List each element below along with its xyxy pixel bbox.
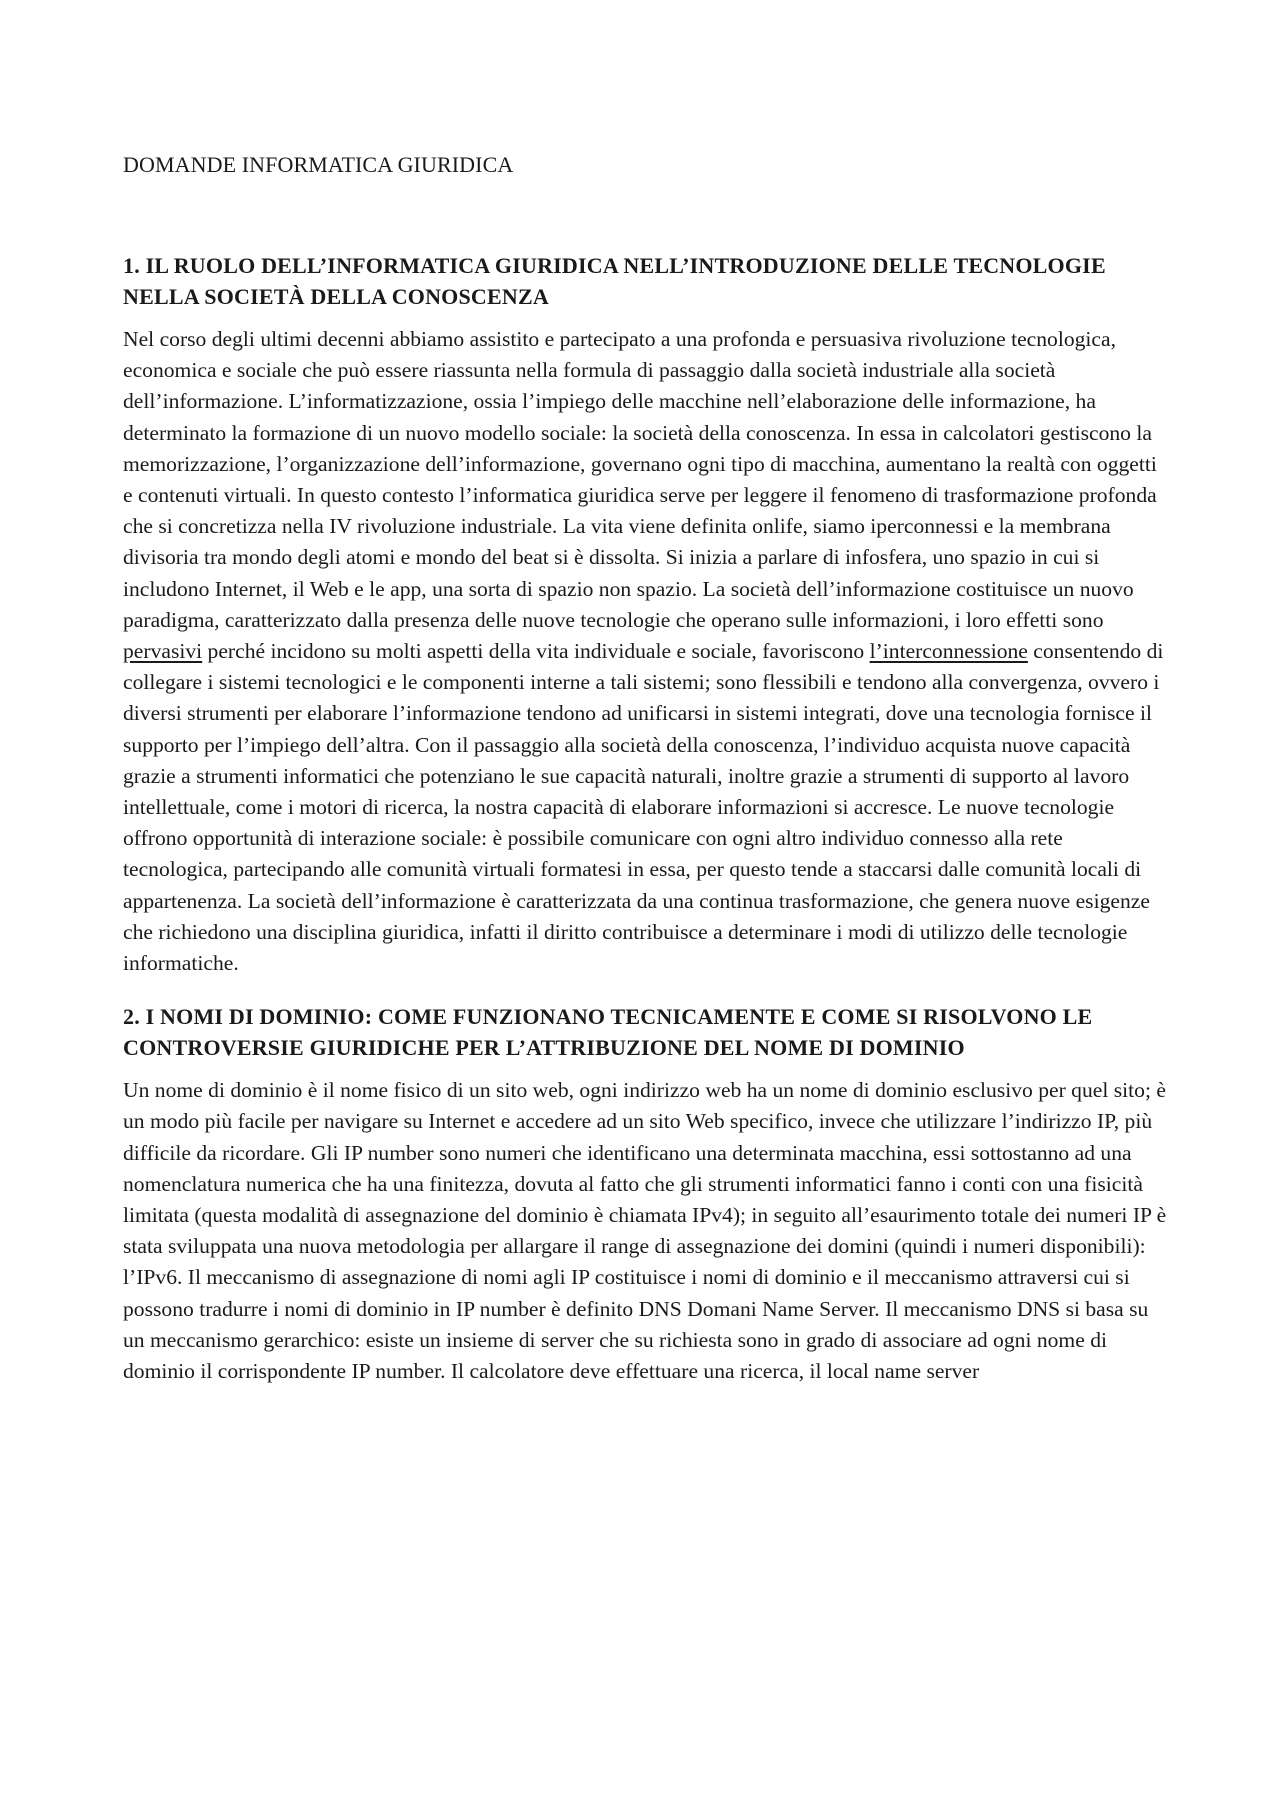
paragraph-text: perché incidono su molti aspetti della vita individuale e sociale, favoriscono bbox=[202, 639, 870, 664]
section-1-paragraph bbox=[123, 324, 1168, 979]
section-2 bbox=[123, 1001, 1168, 1387]
section-1-heading: 1. IL RUOLO DELL’INFORMATICA GIURIDICA NELL’INTRODUZIONE DELLE TECNOLOGIE NELLA SOCIETÀ DELLA CONOSCENZA bbox=[123, 253, 1106, 309]
document-page bbox=[123, 150, 1168, 1409]
underlined-term-pervasivi: pervasivi bbox=[123, 639, 203, 664]
section-1 bbox=[123, 250, 1168, 979]
document-title: DOMANDE INFORMATICA GIURIDICA bbox=[123, 152, 514, 177]
paragraph-text: Nel corso degli ultimi decenni abbiamo assistito e partecipato a una profonda e persuasiva rivoluzione tecnologica, economica e sociale che può essere riassunta nella formula di passaggio dalla società industriale alla società dell’informazione. L’informatizzazione, ossia l’impiego delle macchine nell’elaborazione delle informazione, ha determinato la formazione di un nuovo modello sociale: la società della conoscenza. In essa in calcolatori gestiscono la memorizzazione, l’organizzazione dell’informazione, governano ogni tipo di macchina, aumentano la realtà con oggetti e contenuti virtuali. In questo contesto l’informatica giuridica serve per leggere il fenomeno di trasformazione profonda che si concretizza nella IV rivoluzione industriale. La vita viene definita onlife, siamo iperconnessi e la membrana divisoria tra mondo degli atomi e mondo del beat si è dissolta. Si inizia a parlare di infosfera, uno spazio in cui si includono Internet, il Web e le app, una sorta di spazio non spazio. La società dell’informazione costituisce un nuovo paradigma, caratterizzato dalla presenza delle nuove tecnologie che operano sulle informazioni, i loro effetti sono bbox=[123, 327, 1157, 632]
paragraph-text: consentendo di collegare i sistemi tecnologici e le componenti interne a tali sistemi; sono flessibili e tendono alla convergenza, ovvero i diversi strumenti per elaborare l’informazione tendono ad unificarsi in sistemi integrati, dove una tecnologia fornisce il supporto per l’impiego dell’altra. Con il passaggio alla società della conoscenza, l’individuo acquista nuove capacità grazie a strumenti informatici che potenziano le sue capacità naturali, inoltre grazie a strumenti di supporto al lavoro intellettuale, come i motori di ricerca, la nostra capacità di elaborare informazioni si accresce. Le nuove tecnologie offrono opportunità di interazione sociale: è possibile comunicare con ogni altro individuo connesso alla rete tecnologica, partecipando alle comunità virtuali formatesi in essa, per questo tende a staccarsi dalle comunità locali di appartenenza. La società dell’informazione è caratterizzata da una continua trasformazione, che genera nuove esigenze che richiedono una disciplina giuridica, infatti il diritto contribuisce a determinare i modi di utilizzo delle tecnologie informatiche. bbox=[123, 639, 1164, 976]
section-2-heading: 2. I NOMI DI DOMINIO: COME FUNZIONANO TECNICAMENTE E COME SI RISOLVONO LE CONTROVERSIE GIURIDICHE PER L’ATTRIBUZIONE DEL NOME DI DOMINIO bbox=[123, 1004, 1093, 1061]
section-2-paragraph: Un nome di dominio è il nome fisico di un sito web, ogni indirizzo web ha un nome di dominio esclusivo per quel sito; è un modo più facile per navigare su Internet e accedere ad un sito Web specifico, invece che utilizzare l’indirizzo IP, più difficile da ricordare. Gli IP number sono numeri che identificano una determinata macchina, essi sottostanno ad una nomenclatura numerica che ha una finitezza, dovuta al fatto che gli strumenti informatici fanno i conti con una fisicità limitata (questa modalità di assegnazione del dominio è chiamata IPv4); in seguito all’esaurimento totale dei numeri IP è stata sviluppata una nuova metodologia per allargare il range di assegnazione dei domini (quindi i numeri disponibili): l’IPv6. Il meccanismo di assegnazione di nomi agli IP costituisce i nomi di dominio e il meccanismo attraversi cui si possono tradurre i nomi di dominio in IP number è definito DNS Domani Name Server. Il meccanismo DNS si basa su un meccanismo gerarchico: esiste un insieme di server che su richiesta sono in grado di associare ad ogni nome di dominio il corrispondente IP number. Il calcolatore deve effettuare una ricerca, il local name server bbox=[123, 1078, 1167, 1384]
underlined-term-interconnessione: l’interconnessione bbox=[869, 639, 1028, 664]
